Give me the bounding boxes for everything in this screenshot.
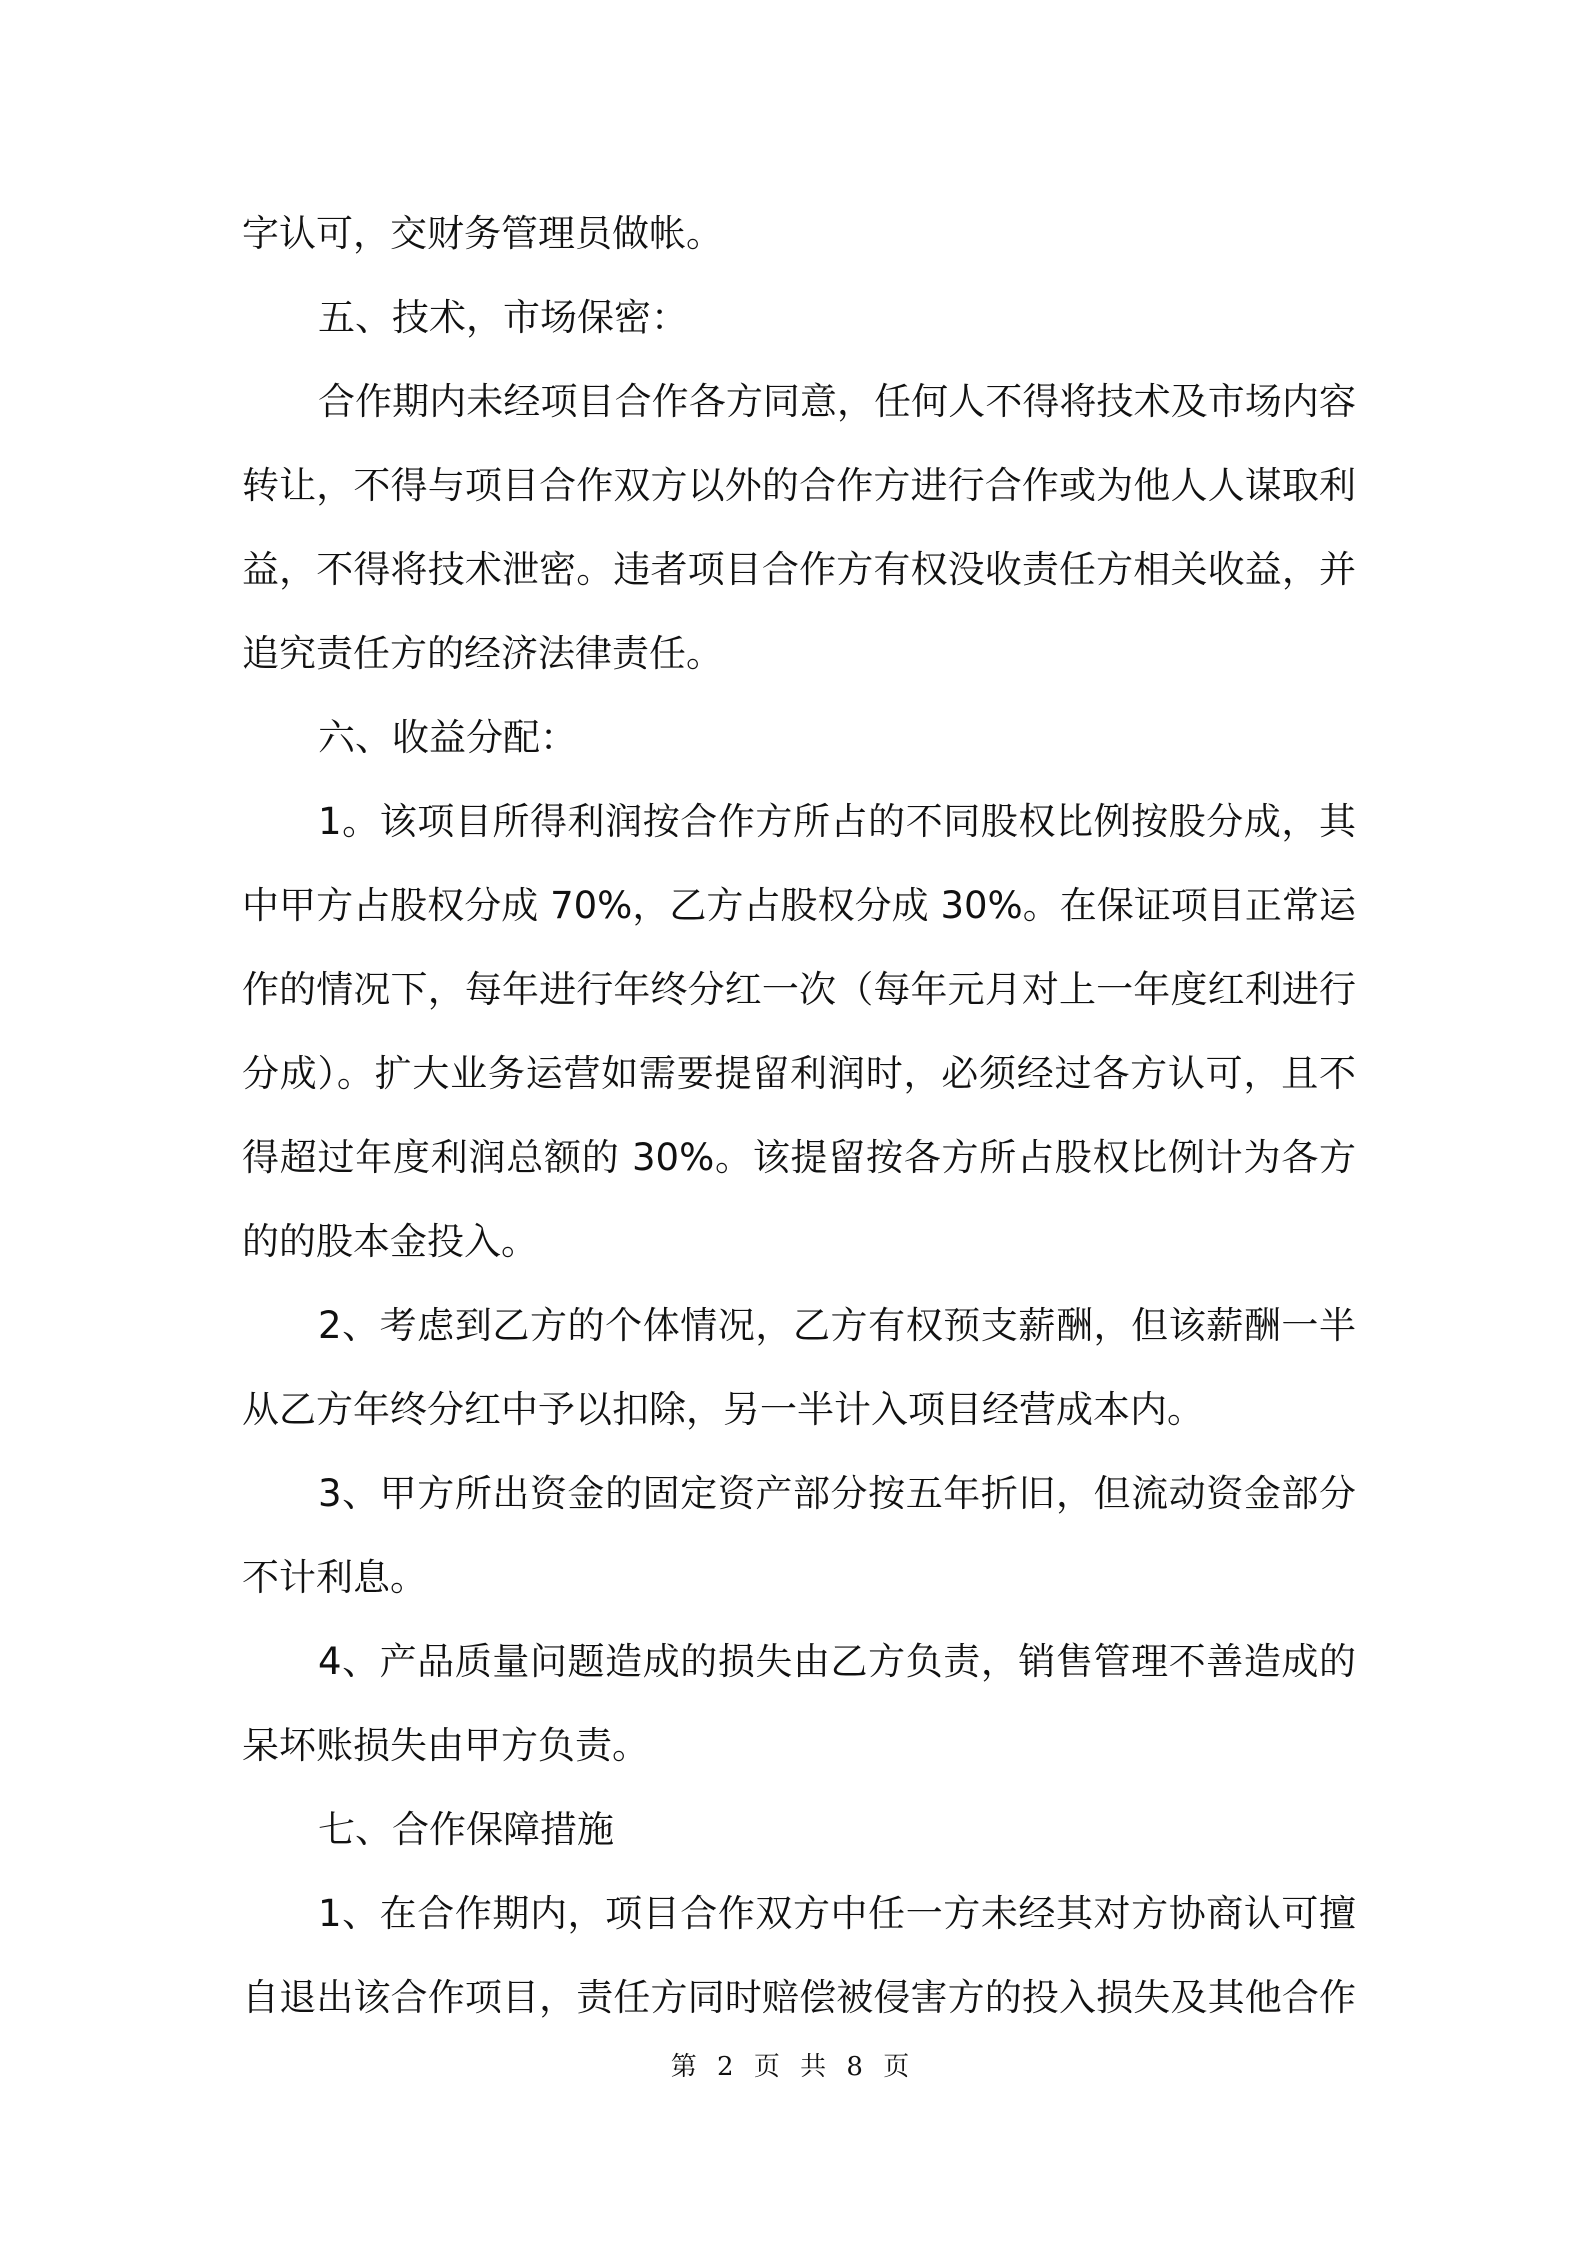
text-line: 从乙方年终分红中予以扣除，另一半计入项目经营成本内。 — [242, 1388, 1204, 1431]
section-heading: 五、技术，市场保密： — [318, 296, 688, 339]
document-body — [242, 192, 1356, 2040]
text-line: 不计利息。 — [242, 1556, 427, 1599]
text-line: 2、考虑到乙方的个体情况，乙方有权预支薪酬，但该薪酬一半 — [318, 1304, 1356, 1347]
text-line: 自退出该合作项目，责任方同时赔偿被侵害方的投入损失及其他合作 — [242, 1976, 1356, 2019]
page-number: 第 2 页 共 8 页 — [670, 2052, 916, 2082]
text-line: 转让，不得与项目合作双方以外的合作方进行合作或为他人人谋取利 — [242, 464, 1356, 507]
section-heading: 七、合作保障措施 — [318, 1808, 614, 1851]
text-line: 作的情况下，每年进行年终分红一次（每年元月对上一年度红利进行 — [242, 968, 1356, 1011]
text-line: 4、产品质量问题造成的损失由乙方负责，销售管理不善造成的 — [318, 1640, 1356, 1683]
text-line: 益，不得将技术泄密。违者项目合作方有权没收责任方相关收益，并 — [242, 548, 1356, 591]
text-line: 的的股本金投入。 — [242, 1220, 538, 1263]
text-line: 1。该项目所得利润按合作方所占的不同股权比例按股分成，其 — [318, 800, 1356, 843]
text-line: 中甲方占股权分成 70%，乙方占股权分成 30%。在保证项目正常运 — [242, 884, 1356, 927]
text-line: 追究责任方的经济法律责任。 — [242, 632, 723, 675]
text-line: 分成）。扩大业务运营如需要提留利润时，必须经过各方认可，且不 — [242, 1052, 1356, 1095]
text-line: 1、在合作期内，项目合作双方中任一方未经其对方协商认可擅 — [318, 1892, 1356, 1935]
section-heading: 六、收益分配： — [318, 716, 577, 759]
text-line: 3、甲方所出资金的固定资产部分按五年折旧，但流动资金部分 — [318, 1472, 1356, 1515]
text-line: 得超过年度利润总额的 30%。该提留按各方所占股权比例计为各方 — [242, 1136, 1356, 1179]
text-line: 字认可，交财务管理员做帐。 — [242, 212, 723, 255]
text-line: 合作期内未经项目合作各方同意，任何人不得将技术及市场内容 — [318, 380, 1356, 423]
text-line: 呆坏账损失由甲方负责。 — [242, 1724, 649, 1767]
